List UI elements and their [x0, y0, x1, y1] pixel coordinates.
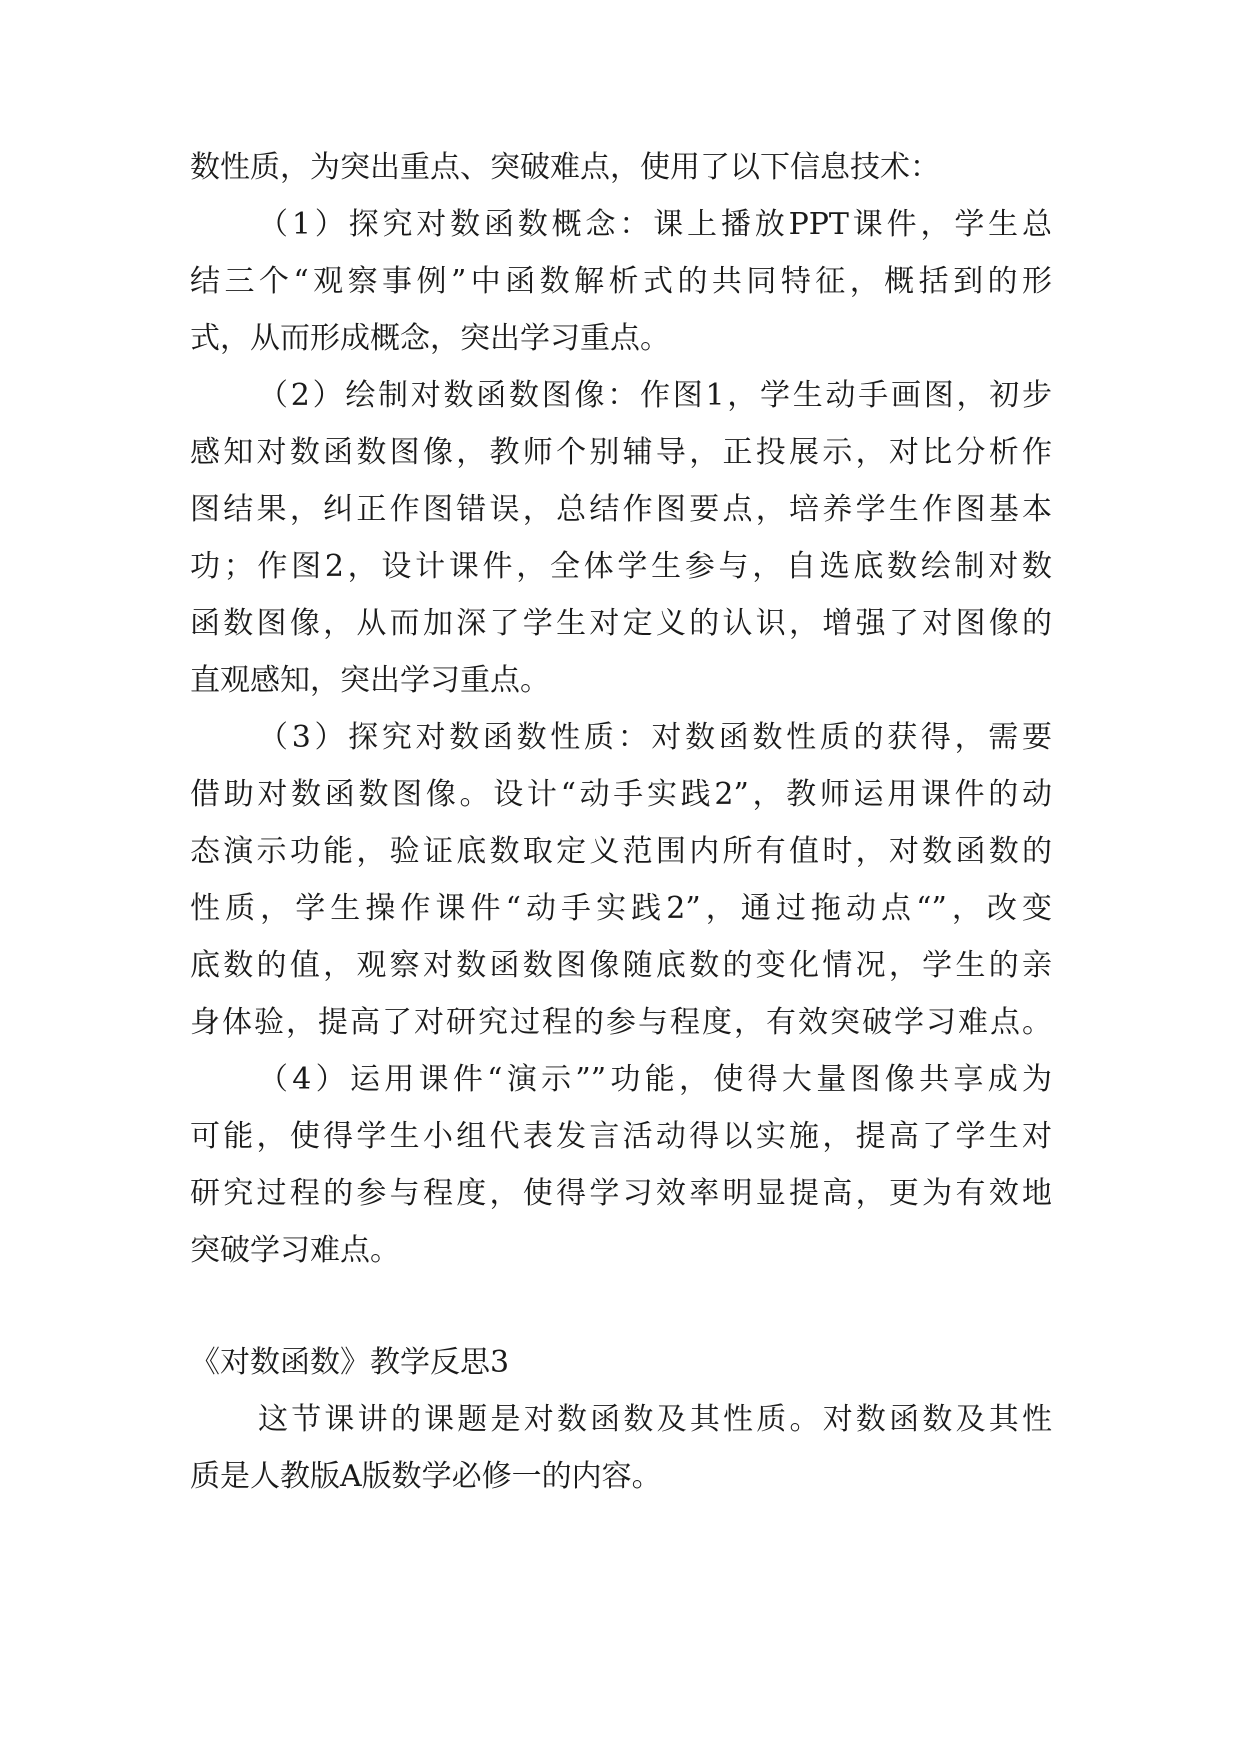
- item3-line-4: 性质，学生操作课件“动手实践2”，通过拖动点“”，改变: [190, 891, 1052, 926]
- item2-line-4: 功；作图2，设计课件，全体学生参与，自选底数绘制对数: [190, 549, 1052, 584]
- item4-line-3: 研究过程的参与程度，使得学习效率明显提高，更为有效地: [190, 1176, 1052, 1211]
- section-line-1: 这节课讲的课题是对数函数及其性质。对数函数及其性: [258, 1402, 1052, 1437]
- item2-line-2: 感知对数函数图像，教师个别辅导，正投展示，对比分析作: [190, 435, 1052, 470]
- section-line-2: 质是人教版A版数学必修一的内容。: [190, 1459, 662, 1494]
- item1-line-2: 结三个“观察事例”中函数解析式的共同特征，概括到的形: [190, 264, 1052, 299]
- item3-line-1: （3）探究对数函数性质：对数函数性质的获得，需要: [258, 720, 1052, 755]
- item3-line-6: 身体验，提高了对研究过程的参与程度，有效突破学习难点。: [190, 1005, 1052, 1040]
- item4-line-4: 突破学习难点。: [190, 1233, 400, 1268]
- item4-line-1: （4）运用课件“演示””功能，使得大量图像共享成为: [258, 1062, 1052, 1097]
- item2-line-5: 函数图像，从而加深了学生对定义的认识，增强了对图像的: [190, 606, 1052, 641]
- item3-line-3: 态演示功能，验证底数取定义范围内所有值时，对数函数的: [190, 834, 1052, 869]
- section-title: 《对数函数》教学反思3: [190, 1345, 510, 1380]
- item4-line-2: 可能，使得学生小组代表发言活动得以实施，提高了学生对: [190, 1119, 1052, 1154]
- item2-line-1: （2）绘制对数函数图像：作图1，学生动手画图，初步: [258, 378, 1052, 413]
- item3-line-5: 底数的值，观察对数函数图像随底数的变化情况，学生的亲: [190, 948, 1052, 983]
- item2-line-6: 直观感知，突出学习重点。: [190, 663, 550, 698]
- item2-line-3: 图结果，纠正作图错误，总结作图要点，培养学生作图基本: [190, 492, 1052, 527]
- item1-line-1: （1）探究对数函数概念：课上播放PPT课件，学生总: [258, 207, 1052, 242]
- item1-line-3: 式，从而形成概念，突出学习重点。: [190, 321, 670, 356]
- item3-line-2: 借助对数函数图像。设计“动手实践2”，教师运用课件的动: [190, 777, 1052, 812]
- intro-line-1: 数性质，为突出重点、突破难点，使用了以下信息技术：: [190, 150, 940, 185]
